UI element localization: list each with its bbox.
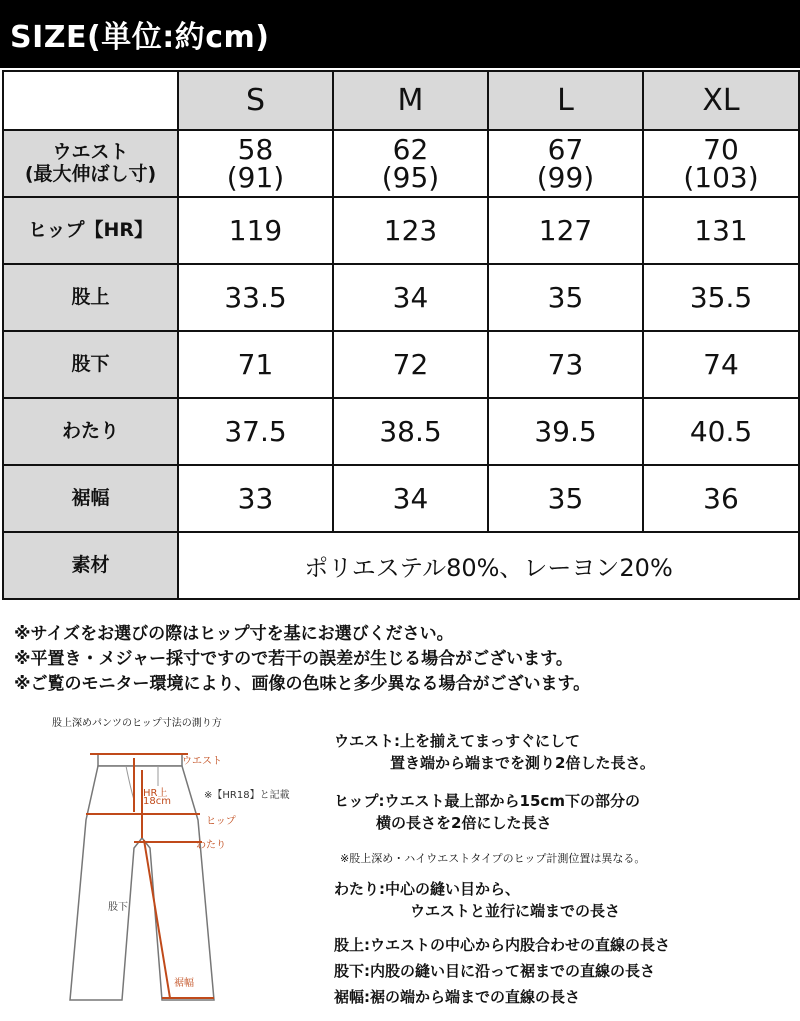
hip-m: 123 <box>333 197 488 264</box>
row-label-rise: 股上 <box>3 264 178 331</box>
diagram-label-inseam: 股下 <box>108 902 128 913</box>
inseam-xl: 74 <box>643 331 799 398</box>
rise-m: 34 <box>333 264 488 331</box>
thigh-s: 37.5 <box>178 398 333 465</box>
pants-diagram <box>30 730 290 1012</box>
waist-s: 58 (91) <box>178 130 333 197</box>
row-label-hip: ヒップ【HR】 <box>3 197 178 264</box>
row-label-hem: 裾幅 <box>3 465 178 532</box>
table-row-material <box>3 532 799 599</box>
size-table <box>2 70 800 600</box>
inseam-m: 72 <box>333 331 488 398</box>
row-label-thigh: わたり <box>3 398 178 465</box>
hem-s: 33 <box>178 465 333 532</box>
thigh-xl: 40.5 <box>643 398 799 465</box>
row-label-material: 素材 <box>3 532 178 599</box>
explain-hip: ヒップ:ウエスト最上部から15cm下の部分の 横の長さを2倍にした長さ <box>334 792 640 832</box>
hem-l: 35 <box>488 465 643 532</box>
thigh-m: 38.5 <box>333 398 488 465</box>
hem-m: 34 <box>333 465 488 532</box>
page-title: SIZE(単位:約cm) <box>0 0 800 68</box>
row-label-inseam: 股下 <box>3 331 178 398</box>
diagram-label-hem: 裾幅 <box>174 978 194 989</box>
row-label-waist: ウエスト (最大伸ばし寸) <box>3 130 178 197</box>
size-header-row <box>3 71 799 130</box>
explain-rise: 股上:ウエストの中心から内股合わせの直線の長さ <box>334 936 671 954</box>
hem-xl: 36 <box>643 465 799 532</box>
rise-s: 33.5 <box>178 264 333 331</box>
note-line: ※サイズをお選びの際はヒップ寸を基にお選びください。 <box>14 624 454 644</box>
hip-l: 127 <box>488 197 643 264</box>
hip-s: 119 <box>178 197 333 264</box>
notes <box>14 622 590 697</box>
size-header-xl: XL <box>643 71 799 130</box>
size-header-s: S <box>178 71 333 130</box>
table-row-hem <box>3 465 799 532</box>
table-row-waist <box>3 130 799 197</box>
rise-l: 35 <box>488 264 643 331</box>
diagram-title: 股上深めパンツのヒップ寸法の測り方 <box>52 718 222 729</box>
note-line: ※ご覧のモニター環境により、画像の色味と多少異なる場合がございます。 <box>14 674 591 694</box>
inseam-l: 73 <box>488 331 643 398</box>
diagram-label-waist: ウエスト <box>182 756 222 767</box>
inseam-s: 71 <box>178 331 333 398</box>
waist-l: 67 (99) <box>488 130 643 197</box>
explain-inseam: 股下:内股の縫い目に沿って裾までの直線の長さ <box>334 962 656 980</box>
header-corner <box>3 71 178 130</box>
material-value: ポリエステル80%、レーヨン20% <box>178 532 799 599</box>
rise-xl: 35.5 <box>643 264 799 331</box>
diagram-label-hip-offset-1: HR上 <box>143 788 168 799</box>
explain-hip-note: ※股上深め・ハイウエストタイプのヒップ計測位置は異なる。 <box>340 852 646 865</box>
diagram-label-hip: ヒップ <box>206 816 236 827</box>
waist-xl: 70 (103) <box>643 130 799 197</box>
explain-hem: 裾幅:裾の端から端までの直線の長さ <box>334 988 581 1006</box>
size-header-m: M <box>333 71 488 130</box>
explain-thigh: わたり:中心の縫い目から、 ウエストと並行に端までの長さ <box>334 880 621 920</box>
thigh-l: 39.5 <box>488 398 643 465</box>
hip-xl: 131 <box>643 197 799 264</box>
diagram-label-thigh: わたり <box>196 840 226 851</box>
note-line: ※平置き・メジャー採寸ですので若干の誤差が生じる場合がございます。 <box>14 649 573 669</box>
table-row-hip <box>3 197 799 264</box>
table-row-inseam <box>3 331 799 398</box>
explain-waist: ウエスト:上を揃えてまっすぐにして 置き端から端までを測り2倍した長さ。 <box>334 732 655 772</box>
table-row-thigh <box>3 398 799 465</box>
size-header-l: L <box>488 71 643 130</box>
table-row-rise <box>3 264 799 331</box>
waist-m: 62 (95) <box>333 130 488 197</box>
diagram-label-hip-offset-2: 18cm <box>143 796 171 807</box>
diagram-label-hr-note: ※【HR18】と記載 <box>204 790 290 801</box>
